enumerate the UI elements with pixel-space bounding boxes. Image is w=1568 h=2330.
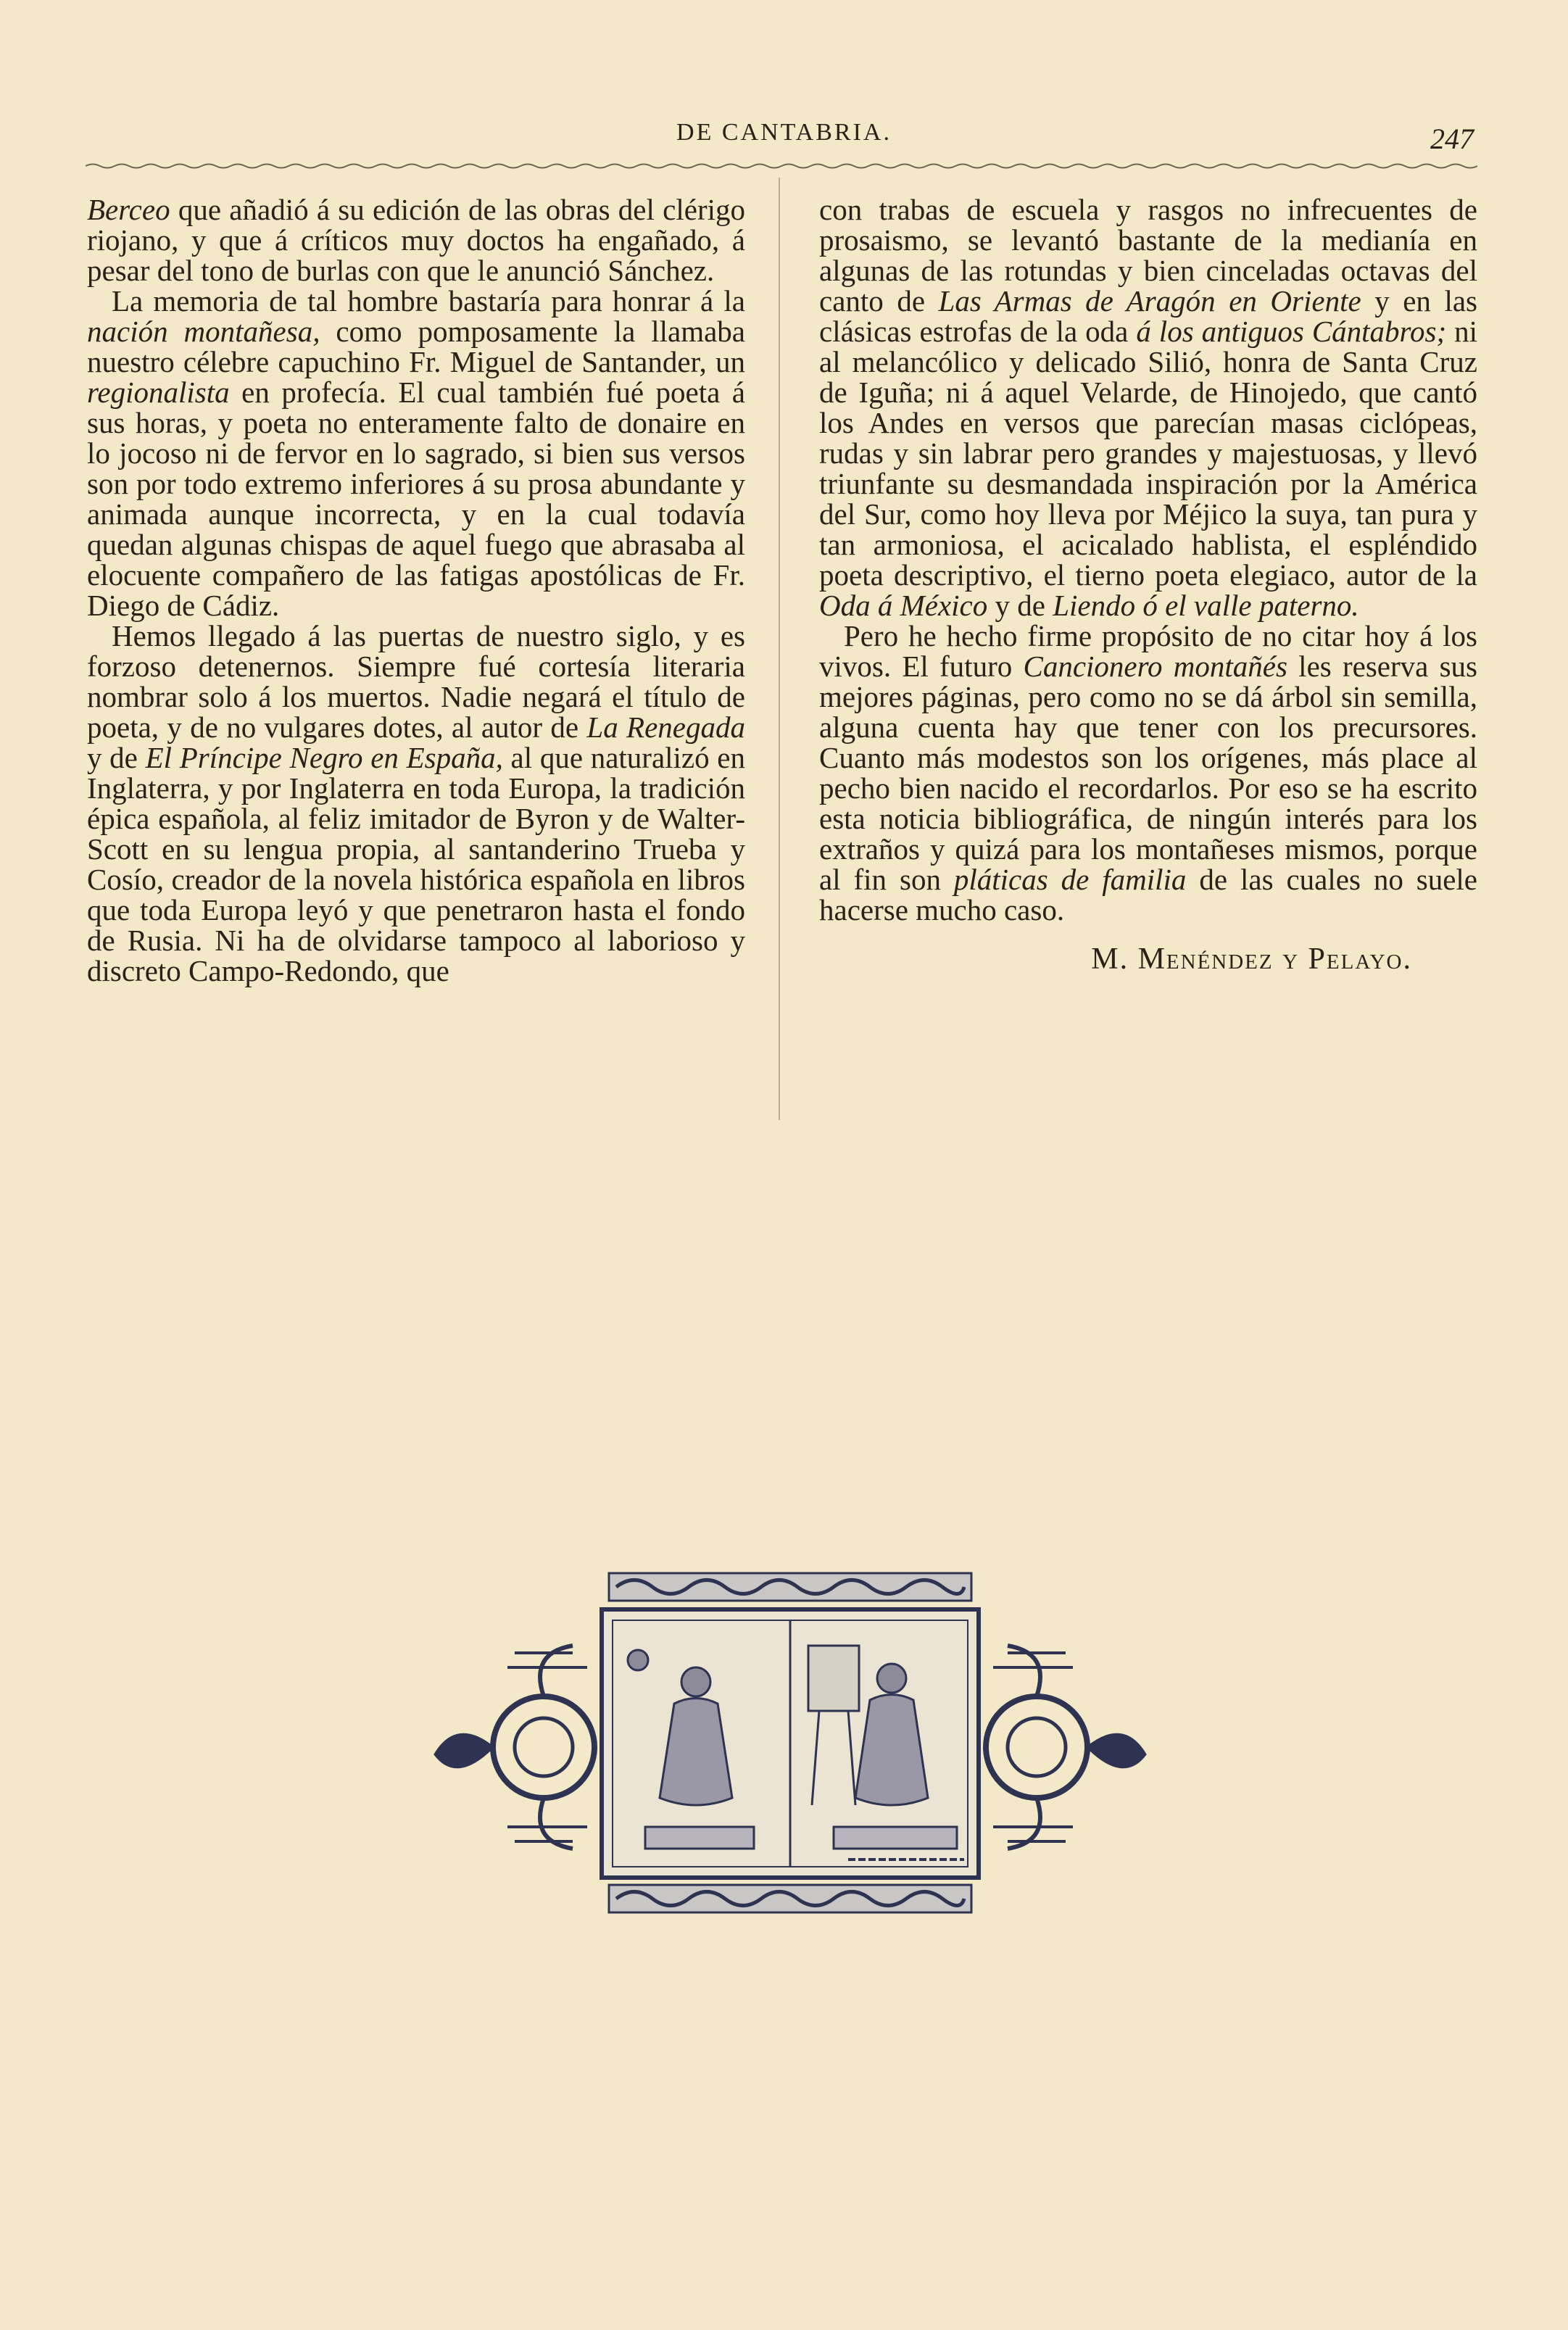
italic-phrase: á los antiguos Cántabros;	[1136, 315, 1447, 348]
text-run: como pomposamente la llamaba nuestro célebre capuchino Fr. Miguel de Santander, un	[87, 315, 745, 378]
italic-phrase: El Príncipe Negro en España,	[145, 741, 503, 774]
italic-phrase: Liendo ó el valle paterno.	[1053, 589, 1359, 622]
italic-phrase: pláticas de familia	[953, 863, 1187, 896]
right-column	[819, 194, 1477, 974]
right-paragraph-1	[819, 194, 1477, 621]
text-run: y de	[87, 741, 146, 774]
page-number: 247	[1430, 123, 1474, 155]
italic-phrase: Oda á México	[819, 589, 988, 622]
column-divider	[779, 178, 780, 1120]
running-header: DE CANTABRIA.	[676, 119, 892, 146]
left-paragraph-2	[87, 286, 745, 621]
text-run: Pero he hecho firme propósito de no citar hoy á los vivos. El futuro	[819, 619, 1477, 683]
text-run: y en las clásicas estrofas de la oda	[819, 284, 1477, 348]
text-run: Hemos llegado á las puertas de nuestro siglo, y es forzoso detenernos. Siempre fué cortesía literaria nombrar solo á los muertos. Nadie negará el título de poeta, y de no vulgares dotes, al autor de	[87, 619, 745, 744]
author-signature: M. Menéndez y Pelayo.	[1091, 942, 1412, 976]
left-paragraph-3	[87, 621, 745, 986]
header-rule	[86, 161, 1477, 171]
text-run: con trabas de escuela y rasgos no infrecuentes de prosaismo, se levantó bastante de la medianía en algunas de las rotundas y bien cinceladas octavas del canto de	[819, 193, 1477, 318]
text-run: de las cuales no suele hacerse mucho caso.	[819, 863, 1477, 926]
text-run: que añadió á su edición de las obras del clérigo riojano, y que á críticos muy doctos ha engañado, á pesar del tono de burlas con que le anunció Sánchez.	[87, 193, 745, 287]
italic-phrase: Cancionero montañés	[1023, 650, 1287, 683]
italic-phrase: nación montañesa,	[87, 315, 320, 348]
italic-phrase: regionalista	[87, 376, 230, 409]
right-paragraph-2	[819, 621, 1477, 925]
text-run: en profecía. El cual también fué poeta á sus horas, y poeta no enteramente falto de donaire en lo jocoso ni de fervor en lo sagrado, si bien sus versos son por todo extremo inferiores á su prosa abundante y animada aunque incorrecta, y en la cual todavía quedan algunas chispas de aquel fuego que abrasaba al elocuente compañero de las fatigas apostólicas de Fr. Diego de Cádiz.	[87, 376, 745, 622]
italic-phrase: La Renegada	[586, 710, 745, 744]
decorative-vignette	[428, 1566, 1153, 1928]
italic-phrase: Berceo	[87, 193, 170, 226]
text-run: les reserva sus mejores páginas, pero como no se dá árbol sin semilla, alguna cuenta hay que tener con los precursores. Cuanto más modestos son los orígenes, más place al pecho bien nacido el recordarlos. Por eso se ha escrito esta noticia bibliográfica, de ningún interés para los extraños y quizá para los montañeses mismos, porque al fin son	[819, 650, 1477, 896]
italic-phrase: Las Armas de Aragón en Oriente	[938, 284, 1361, 318]
text-run: La memoria de tal hombre bastaría para honrar á la	[112, 284, 745, 318]
left-paragraph-1	[87, 194, 745, 286]
text-run: ni al melancólico y delicado Silió, honra de Santa Cruz de Iguña; ni á aquel Velarde, de Hinojedo, que cantó los Andes en versos que parecían masas ciclópeas, rudas y sin labrar pero grandes y majestuosas, y llevó triunfante su desmandada inspiración por la América del Sur, como hoy lleva por Méjico la suya, tan pura y tan armoniosa, el acicalado hablista, el espléndido poeta descriptivo, el tierno poeta elegiaco, autor de la	[819, 315, 1477, 592]
left-column	[87, 194, 745, 986]
text-run: y de	[987, 589, 1053, 622]
text-run: al que naturalizó en Inglaterra, y por Inglaterra en toda Europa, la tradición épica española, al feliz imitador de Byron y de Walter-Scott en su lengua propia, al santanderino Trueba y Cosío, creador de la novela histórica española en libros que toda Europa leyó y que penetraron hasta el fondo de Rusia. Ni ha de olvidarse tampoco al laborioso y discreto Campo-Redondo, que	[87, 741, 746, 987]
